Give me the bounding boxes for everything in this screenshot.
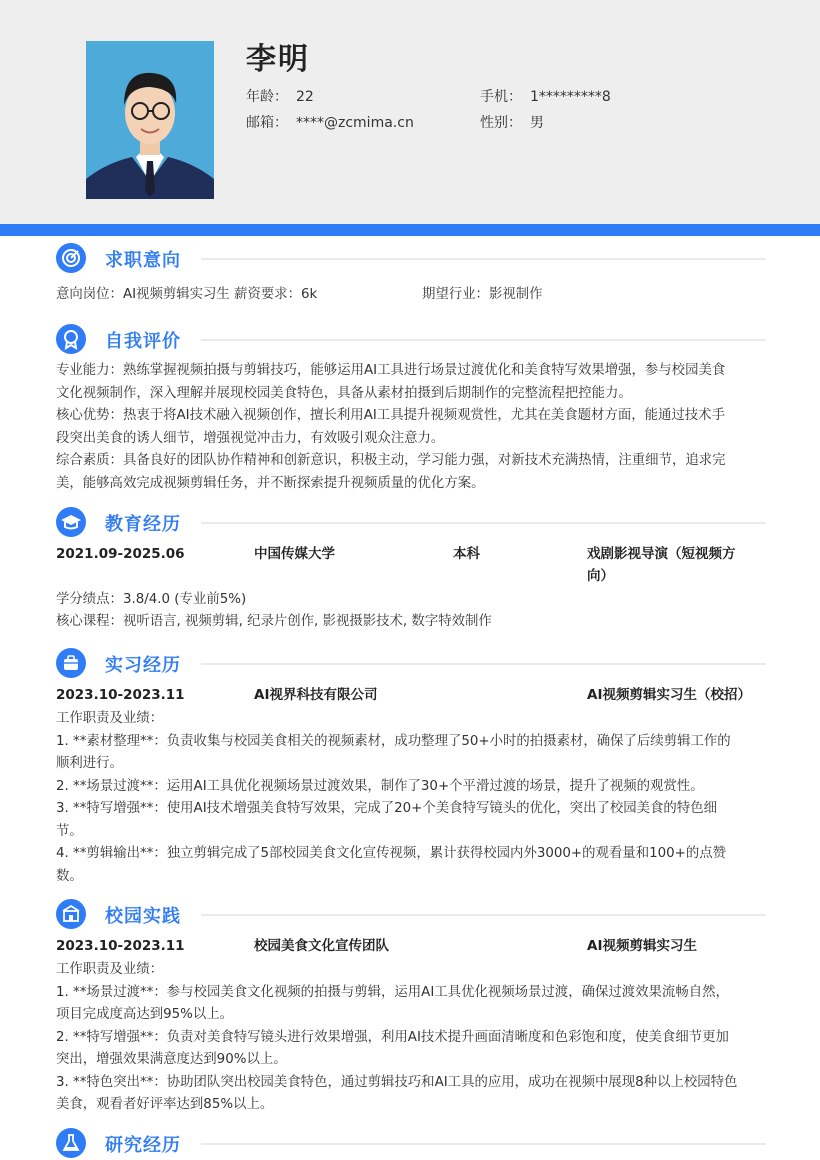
text-line: 项目完成度高达到95%以上。 — [56, 1007, 234, 1022]
building-icon — [56, 899, 86, 929]
education-degree: 本科 — [453, 546, 480, 562]
email-field — [246, 112, 414, 132]
internship-header-row — [56, 684, 766, 706]
campus-header-row — [56, 935, 766, 957]
email-value: ****@zcmima.cn — [296, 115, 414, 131]
text-line: 1. **素材整理**：负责收集与校园美食相关的视频素材，成功整理了50+小时的拍摄素材，确保了后续剪辑工作的 — [56, 733, 731, 749]
internship-details — [56, 708, 766, 888]
section-self-evaluation — [56, 324, 766, 354]
education-period: 2021.09-2025.06 — [56, 546, 185, 562]
education-major: 戏剧影视导演（短视频方 — [587, 546, 736, 562]
graduation-cap-icon — [56, 507, 86, 537]
section-divider — [201, 339, 766, 341]
section-title: 自我评价 — [105, 331, 181, 352]
campus-period: 2023.10-2023.11 — [56, 938, 185, 954]
text-line: 3. **特色突出**：协助团队突出校园美食特色，通过剪辑技巧和AI工具的应用，成功在视频中展现8种以上校园特色 — [56, 1074, 738, 1090]
gender-value: 男 — [530, 115, 544, 131]
text-line: 顺利进行。 — [56, 756, 123, 771]
text-line: 美食，观看者好评率达到85%以上。 — [56, 1097, 274, 1112]
target-icon — [56, 243, 86, 273]
text-line: 4. **剪辑输出**：独立剪辑完成了5部校园美食文化宣传视频，累计获得校园内外3000+的观看量和100+的点赞 — [56, 846, 727, 861]
text-line: 工作职责及业绩： — [56, 962, 164, 977]
text-line: 文化视频制作，深入理解并展现校园美食特色，具备从素材拍摄到后期制作的完整流程把控能力。 — [56, 385, 632, 401]
briefcase-icon — [56, 648, 86, 678]
text-line: 3. **特写增强**：使用AI技术增强美食特写效果，完成了20+个美食特写镜头的优化，突出了校园美食的特色细 — [56, 801, 717, 816]
section-job-intent — [56, 243, 766, 273]
text-line: 数。 — [56, 868, 83, 884]
text-line: 节。 — [56, 823, 83, 839]
section-research — [56, 1128, 766, 1158]
header-accent-bar — [0, 224, 820, 236]
campus-organization: 校园美食文化宣传团队 — [254, 938, 389, 954]
campus-details — [56, 959, 766, 1117]
text-line: 2. **场景过渡**：运用AI工具优化视频场景过渡效果，制作了30+个平滑过渡的场景，提升了视频的观赏性。 — [56, 778, 704, 794]
intent-industry: 期望行业：影视制作 — [422, 287, 543, 302]
internship-role: AI视频剪辑实习生（校招） — [587, 687, 751, 703]
section-divider — [201, 1143, 766, 1145]
profile-photo — [86, 41, 214, 199]
section-title: 求职意向 — [105, 250, 181, 271]
email-label: 邮箱： — [246, 115, 288, 131]
phone-value: 1*********8 — [530, 89, 611, 105]
section-divider — [201, 663, 766, 665]
section-title: 研究经历 — [105, 1135, 181, 1156]
campus-role: AI视频剪辑实习生 — [587, 938, 697, 954]
internship-company: AI视界科技有限公司 — [254, 687, 378, 703]
phone-label: 手机： — [480, 89, 522, 105]
age-label: 年龄： — [246, 89, 288, 105]
gender-field — [480, 112, 544, 132]
text-line: 突出，增强效果满意度达到90%以上。 — [56, 1052, 287, 1067]
self-evaluation-text — [56, 360, 766, 495]
education-courses: 核心课程：视听语言, 视频剪辑, 纪录片创作, 影视摄影技术, 数字特效制作 — [56, 614, 492, 629]
intent-position: 意向岗位：AI视频剪辑实习生 薪资要求：6k — [56, 287, 318, 302]
section-campus-practice — [56, 899, 766, 929]
section-title: 校园实践 — [105, 906, 181, 927]
text-line: 1. **场景过渡**：参与校园美食文化视频的拍摄与剪辑，运用AI工具优化视频场景过渡，确保过渡效果流畅自然， — [56, 984, 729, 1000]
text-line: 美，能够高效完成视频剪辑任务，并不断探索提升视频质量的优化方案。 — [56, 475, 485, 491]
candidate-name: 李明 — [246, 42, 310, 77]
age-value: 22 — [296, 89, 314, 105]
text-line: 核心优势：热衷于将AI技术融入视频创作，擅长利用AI工具提升视频观赏性，尤其在美食题材方面，能通过技术手 — [56, 408, 725, 423]
section-divider — [201, 914, 766, 916]
text-line: 综合素质：具备良好的团队协作精神和创新意识，积极主动，学习能力强，对新技术充满热情，注重细节，追求完 — [56, 453, 726, 468]
section-internship — [56, 648, 766, 678]
section-title: 教育经历 — [105, 514, 181, 535]
phone-field — [480, 86, 611, 106]
age-field — [246, 86, 314, 106]
education-major-continued: 向） — [587, 568, 614, 584]
section-divider — [201, 522, 766, 524]
education-school: 中国传媒大学 — [254, 546, 335, 562]
text-line: 专业能力：熟练掌握视频拍摄与剪辑技巧，能够运用AI工具进行场景过渡优化和美食特写效果增强，参与校园美食 — [56, 363, 726, 378]
education-header-row — [56, 543, 766, 587]
flask-icon — [56, 1128, 86, 1158]
section-divider — [201, 258, 766, 260]
section-education — [56, 507, 766, 537]
badge-icon — [56, 324, 86, 354]
internship-period: 2023.10-2023.11 — [56, 687, 185, 703]
gender-label: 性别： — [480, 115, 522, 131]
education-gpa: 学分绩点：3.8/4.0 (专业前5%) — [56, 592, 247, 607]
text-line: 段突出美食的诱人细节，增强视觉冲击力，有效吸引观众注意力。 — [56, 430, 445, 446]
text-line: 2. **特写增强**：负责对美食特写镜头进行效果增强，利用AI技术提升画面清晰度和色彩饱和度，使美食细节更加 — [56, 1029, 729, 1045]
section-title: 实习经历 — [105, 655, 181, 676]
text-line: 工作职责及业绩： — [56, 711, 164, 726]
